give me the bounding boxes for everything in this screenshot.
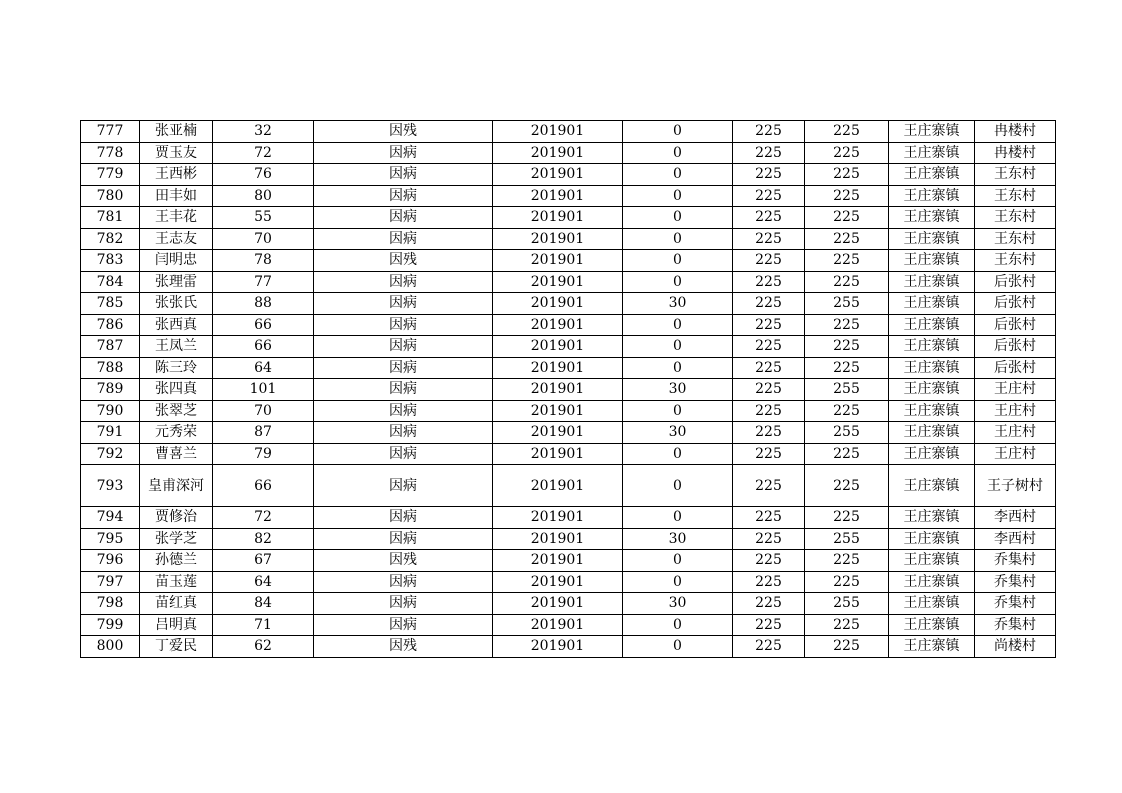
extra-amount-cell: 0 xyxy=(623,271,733,293)
total-amount-cell: 225 xyxy=(805,271,889,293)
age-cell: 70 xyxy=(213,228,314,250)
table-row xyxy=(81,228,1056,250)
extra-amount-cell: 0 xyxy=(623,357,733,379)
age-cell: 64 xyxy=(213,357,314,379)
reason-cell: 因病 xyxy=(314,142,493,164)
row-number-cell: 779 xyxy=(81,164,140,186)
date-cell: 201901 xyxy=(493,271,623,293)
name-cell: 张张氏 xyxy=(140,293,213,315)
village-cell: 后张村 xyxy=(975,314,1056,336)
table-row xyxy=(81,636,1056,658)
town-cell: 王庄寨镇 xyxy=(889,422,975,444)
age-cell: 78 xyxy=(213,250,314,272)
town-cell: 王庄寨镇 xyxy=(889,614,975,636)
base-amount-cell: 225 xyxy=(733,422,805,444)
row-number-cell: 780 xyxy=(81,185,140,207)
base-amount-cell: 225 xyxy=(733,293,805,315)
name-cell: 丁爱民 xyxy=(140,636,213,658)
total-amount-cell: 225 xyxy=(805,250,889,272)
table-row xyxy=(81,507,1056,529)
table-row xyxy=(81,422,1056,444)
town-cell: 王庄寨镇 xyxy=(889,465,975,507)
town-cell: 王庄寨镇 xyxy=(889,271,975,293)
town-cell: 王庄寨镇 xyxy=(889,142,975,164)
date-cell: 201901 xyxy=(493,422,623,444)
base-amount-cell: 225 xyxy=(733,465,805,507)
village-cell: 王庄村 xyxy=(975,400,1056,422)
name-cell: 皇甫深河 xyxy=(140,465,213,507)
age-cell: 77 xyxy=(213,271,314,293)
table-row xyxy=(81,571,1056,593)
table-row xyxy=(81,528,1056,550)
total-amount-cell: 225 xyxy=(805,142,889,164)
table-row xyxy=(81,293,1056,315)
row-number-cell: 793 xyxy=(81,465,140,507)
extra-amount-cell: 30 xyxy=(623,422,733,444)
extra-amount-cell: 0 xyxy=(623,121,733,143)
total-amount-cell: 225 xyxy=(805,185,889,207)
village-cell: 王东村 xyxy=(975,164,1056,186)
table-row xyxy=(81,614,1056,636)
total-amount-cell: 225 xyxy=(805,314,889,336)
town-cell: 王庄寨镇 xyxy=(889,293,975,315)
table-row xyxy=(81,314,1056,336)
name-cell: 张理雷 xyxy=(140,271,213,293)
extra-amount-cell: 0 xyxy=(623,185,733,207)
extra-amount-cell: 0 xyxy=(623,164,733,186)
town-cell: 王庄寨镇 xyxy=(889,593,975,615)
base-amount-cell: 225 xyxy=(733,164,805,186)
table-row xyxy=(81,400,1056,422)
town-cell: 王庄寨镇 xyxy=(889,336,975,358)
village-cell: 乔集村 xyxy=(975,571,1056,593)
reason-cell: 因残 xyxy=(314,636,493,658)
row-number-cell: 783 xyxy=(81,250,140,272)
name-cell: 元秀荣 xyxy=(140,422,213,444)
age-cell: 80 xyxy=(213,185,314,207)
extra-amount-cell: 0 xyxy=(623,636,733,658)
base-amount-cell: 225 xyxy=(733,142,805,164)
table-row xyxy=(81,271,1056,293)
date-cell: 201901 xyxy=(493,142,623,164)
extra-amount-cell: 0 xyxy=(623,465,733,507)
reason-cell: 因病 xyxy=(314,357,493,379)
village-cell: 王东村 xyxy=(975,207,1056,229)
age-cell: 82 xyxy=(213,528,314,550)
date-cell: 201901 xyxy=(493,528,623,550)
village-cell: 王庄村 xyxy=(975,422,1056,444)
town-cell: 王庄寨镇 xyxy=(889,636,975,658)
record-table xyxy=(80,120,1056,658)
town-cell: 王庄寨镇 xyxy=(889,528,975,550)
village-cell: 后张村 xyxy=(975,357,1056,379)
date-cell: 201901 xyxy=(493,293,623,315)
table-row xyxy=(81,443,1056,465)
total-amount-cell: 255 xyxy=(805,593,889,615)
total-amount-cell: 225 xyxy=(805,636,889,658)
base-amount-cell: 225 xyxy=(733,336,805,358)
row-number-cell: 791 xyxy=(81,422,140,444)
date-cell: 201901 xyxy=(493,614,623,636)
reason-cell: 因病 xyxy=(314,185,493,207)
row-number-cell: 792 xyxy=(81,443,140,465)
total-amount-cell: 225 xyxy=(805,357,889,379)
base-amount-cell: 225 xyxy=(733,228,805,250)
table-row xyxy=(81,207,1056,229)
village-cell: 李西村 xyxy=(975,528,1056,550)
age-cell: 79 xyxy=(213,443,314,465)
base-amount-cell: 225 xyxy=(733,614,805,636)
age-cell: 72 xyxy=(213,507,314,529)
name-cell: 吕明真 xyxy=(140,614,213,636)
total-amount-cell: 225 xyxy=(805,121,889,143)
village-cell: 乔集村 xyxy=(975,614,1056,636)
town-cell: 王庄寨镇 xyxy=(889,357,975,379)
row-number-cell: 787 xyxy=(81,336,140,358)
base-amount-cell: 225 xyxy=(733,507,805,529)
reason-cell: 因残 xyxy=(314,550,493,572)
row-number-cell: 788 xyxy=(81,357,140,379)
age-cell: 76 xyxy=(213,164,314,186)
village-cell: 王庄村 xyxy=(975,379,1056,401)
extra-amount-cell: 0 xyxy=(623,443,733,465)
name-cell: 王志友 xyxy=(140,228,213,250)
row-number-cell: 784 xyxy=(81,271,140,293)
age-cell: 66 xyxy=(213,314,314,336)
row-number-cell: 781 xyxy=(81,207,140,229)
reason-cell: 因残 xyxy=(314,121,493,143)
extra-amount-cell: 0 xyxy=(623,250,733,272)
row-number-cell: 778 xyxy=(81,142,140,164)
extra-amount-cell: 0 xyxy=(623,336,733,358)
reason-cell: 因病 xyxy=(314,528,493,550)
date-cell: 201901 xyxy=(493,550,623,572)
base-amount-cell: 225 xyxy=(733,314,805,336)
age-cell: 66 xyxy=(213,336,314,358)
name-cell: 苗红真 xyxy=(140,593,213,615)
table-body xyxy=(81,121,1056,658)
name-cell: 陈三玲 xyxy=(140,357,213,379)
row-number-cell: 790 xyxy=(81,400,140,422)
reason-cell: 因病 xyxy=(314,443,493,465)
extra-amount-cell: 0 xyxy=(623,507,733,529)
row-number-cell: 786 xyxy=(81,314,140,336)
date-cell: 201901 xyxy=(493,250,623,272)
date-cell: 201901 xyxy=(493,336,623,358)
date-cell: 201901 xyxy=(493,314,623,336)
name-cell: 闫明忠 xyxy=(140,250,213,272)
town-cell: 王庄寨镇 xyxy=(889,379,975,401)
age-cell: 62 xyxy=(213,636,314,658)
base-amount-cell: 225 xyxy=(733,636,805,658)
total-amount-cell: 225 xyxy=(805,164,889,186)
total-amount-cell: 225 xyxy=(805,336,889,358)
village-cell: 李西村 xyxy=(975,507,1056,529)
row-number-cell: 794 xyxy=(81,507,140,529)
name-cell: 张亚楠 xyxy=(140,121,213,143)
village-cell: 乔集村 xyxy=(975,550,1056,572)
reason-cell: 因病 xyxy=(314,379,493,401)
village-cell: 王东村 xyxy=(975,250,1056,272)
total-amount-cell: 255 xyxy=(805,379,889,401)
village-cell: 王东村 xyxy=(975,185,1056,207)
extra-amount-cell: 30 xyxy=(623,293,733,315)
name-cell: 张四真 xyxy=(140,379,213,401)
table-row xyxy=(81,357,1056,379)
name-cell: 张西真 xyxy=(140,314,213,336)
reason-cell: 因残 xyxy=(314,250,493,272)
row-number-cell: 785 xyxy=(81,293,140,315)
total-amount-cell: 255 xyxy=(805,293,889,315)
age-cell: 88 xyxy=(213,293,314,315)
total-amount-cell: 225 xyxy=(805,465,889,507)
date-cell: 201901 xyxy=(493,636,623,658)
town-cell: 王庄寨镇 xyxy=(889,228,975,250)
reason-cell: 因病 xyxy=(314,314,493,336)
extra-amount-cell: 30 xyxy=(623,593,733,615)
age-cell: 71 xyxy=(213,614,314,636)
town-cell: 王庄寨镇 xyxy=(889,164,975,186)
row-number-cell: 782 xyxy=(81,228,140,250)
base-amount-cell: 225 xyxy=(733,550,805,572)
base-amount-cell: 225 xyxy=(733,271,805,293)
base-amount-cell: 225 xyxy=(733,357,805,379)
extra-amount-cell: 0 xyxy=(623,614,733,636)
town-cell: 王庄寨镇 xyxy=(889,550,975,572)
town-cell: 王庄寨镇 xyxy=(889,507,975,529)
reason-cell: 因病 xyxy=(314,228,493,250)
base-amount-cell: 225 xyxy=(733,571,805,593)
age-cell: 70 xyxy=(213,400,314,422)
extra-amount-cell: 0 xyxy=(623,550,733,572)
table-row xyxy=(81,593,1056,615)
name-cell: 孙德兰 xyxy=(140,550,213,572)
town-cell: 王庄寨镇 xyxy=(889,400,975,422)
name-cell: 王丰花 xyxy=(140,207,213,229)
date-cell: 201901 xyxy=(493,571,623,593)
date-cell: 201901 xyxy=(493,593,623,615)
row-number-cell: 777 xyxy=(81,121,140,143)
reason-cell: 因病 xyxy=(314,465,493,507)
extra-amount-cell: 0 xyxy=(623,207,733,229)
age-cell: 72 xyxy=(213,142,314,164)
date-cell: 201901 xyxy=(493,228,623,250)
village-cell: 后张村 xyxy=(975,336,1056,358)
total-amount-cell: 225 xyxy=(805,400,889,422)
reason-cell: 因病 xyxy=(314,507,493,529)
date-cell: 201901 xyxy=(493,379,623,401)
reason-cell: 因病 xyxy=(314,614,493,636)
village-cell: 王庄村 xyxy=(975,443,1056,465)
date-cell: 201901 xyxy=(493,357,623,379)
reason-cell: 因病 xyxy=(314,336,493,358)
total-amount-cell: 225 xyxy=(805,507,889,529)
age-cell: 67 xyxy=(213,550,314,572)
extra-amount-cell: 0 xyxy=(623,314,733,336)
name-cell: 贾玉友 xyxy=(140,142,213,164)
total-amount-cell: 255 xyxy=(805,422,889,444)
base-amount-cell: 225 xyxy=(733,207,805,229)
age-cell: 84 xyxy=(213,593,314,615)
total-amount-cell: 225 xyxy=(805,550,889,572)
name-cell: 王西彬 xyxy=(140,164,213,186)
total-amount-cell: 225 xyxy=(805,228,889,250)
row-number-cell: 795 xyxy=(81,528,140,550)
date-cell: 201901 xyxy=(493,164,623,186)
date-cell: 201901 xyxy=(493,507,623,529)
row-number-cell: 800 xyxy=(81,636,140,658)
village-cell: 王东村 xyxy=(975,228,1056,250)
age-cell: 87 xyxy=(213,422,314,444)
town-cell: 王庄寨镇 xyxy=(889,250,975,272)
town-cell: 王庄寨镇 xyxy=(889,121,975,143)
reason-cell: 因病 xyxy=(314,400,493,422)
base-amount-cell: 225 xyxy=(733,528,805,550)
row-number-cell: 789 xyxy=(81,379,140,401)
table-row xyxy=(81,336,1056,358)
total-amount-cell: 225 xyxy=(805,571,889,593)
name-cell: 张学芝 xyxy=(140,528,213,550)
row-number-cell: 799 xyxy=(81,614,140,636)
date-cell: 201901 xyxy=(493,465,623,507)
base-amount-cell: 225 xyxy=(733,121,805,143)
age-cell: 64 xyxy=(213,571,314,593)
base-amount-cell: 225 xyxy=(733,593,805,615)
date-cell: 201901 xyxy=(493,443,623,465)
table-row xyxy=(81,250,1056,272)
name-cell: 张翠芝 xyxy=(140,400,213,422)
date-cell: 201901 xyxy=(493,121,623,143)
row-number-cell: 796 xyxy=(81,550,140,572)
table-row xyxy=(81,142,1056,164)
town-cell: 王庄寨镇 xyxy=(889,443,975,465)
extra-amount-cell: 0 xyxy=(623,142,733,164)
reason-cell: 因病 xyxy=(314,571,493,593)
reason-cell: 因病 xyxy=(314,207,493,229)
village-cell: 冉楼村 xyxy=(975,121,1056,143)
town-cell: 王庄寨镇 xyxy=(889,207,975,229)
extra-amount-cell: 0 xyxy=(623,228,733,250)
table-row xyxy=(81,550,1056,572)
date-cell: 201901 xyxy=(493,185,623,207)
base-amount-cell: 225 xyxy=(733,400,805,422)
date-cell: 201901 xyxy=(493,207,623,229)
reason-cell: 因病 xyxy=(314,164,493,186)
village-cell: 尚楼村 xyxy=(975,636,1056,658)
name-cell: 王凤兰 xyxy=(140,336,213,358)
total-amount-cell: 225 xyxy=(805,443,889,465)
village-cell: 王子树村 xyxy=(975,465,1056,507)
village-cell: 乔集村 xyxy=(975,593,1056,615)
date-cell: 201901 xyxy=(493,400,623,422)
table-row xyxy=(81,379,1056,401)
base-amount-cell: 225 xyxy=(733,443,805,465)
reason-cell: 因病 xyxy=(314,593,493,615)
table-row xyxy=(81,121,1056,143)
name-cell: 苗玉莲 xyxy=(140,571,213,593)
age-cell: 32 xyxy=(213,121,314,143)
base-amount-cell: 225 xyxy=(733,379,805,401)
row-number-cell: 798 xyxy=(81,593,140,615)
reason-cell: 因病 xyxy=(314,271,493,293)
age-cell: 55 xyxy=(213,207,314,229)
table-row xyxy=(81,465,1056,507)
extra-amount-cell: 30 xyxy=(623,379,733,401)
extra-amount-cell: 0 xyxy=(623,400,733,422)
village-cell: 冉楼村 xyxy=(975,142,1056,164)
total-amount-cell: 225 xyxy=(805,614,889,636)
name-cell: 贾修治 xyxy=(140,507,213,529)
total-amount-cell: 225 xyxy=(805,207,889,229)
reason-cell: 因病 xyxy=(314,422,493,444)
total-amount-cell: 255 xyxy=(805,528,889,550)
base-amount-cell: 225 xyxy=(733,250,805,272)
age-cell: 101 xyxy=(213,379,314,401)
reason-cell: 因病 xyxy=(314,293,493,315)
name-cell: 田丰如 xyxy=(140,185,213,207)
table-row xyxy=(81,185,1056,207)
extra-amount-cell: 30 xyxy=(623,528,733,550)
extra-amount-cell: 0 xyxy=(623,571,733,593)
town-cell: 王庄寨镇 xyxy=(889,571,975,593)
village-cell: 后张村 xyxy=(975,293,1056,315)
table-row xyxy=(81,164,1056,186)
base-amount-cell: 225 xyxy=(733,185,805,207)
village-cell: 后张村 xyxy=(975,271,1056,293)
row-number-cell: 797 xyxy=(81,571,140,593)
town-cell: 王庄寨镇 xyxy=(889,185,975,207)
name-cell: 曹喜兰 xyxy=(140,443,213,465)
town-cell: 王庄寨镇 xyxy=(889,314,975,336)
age-cell: 66 xyxy=(213,465,314,507)
